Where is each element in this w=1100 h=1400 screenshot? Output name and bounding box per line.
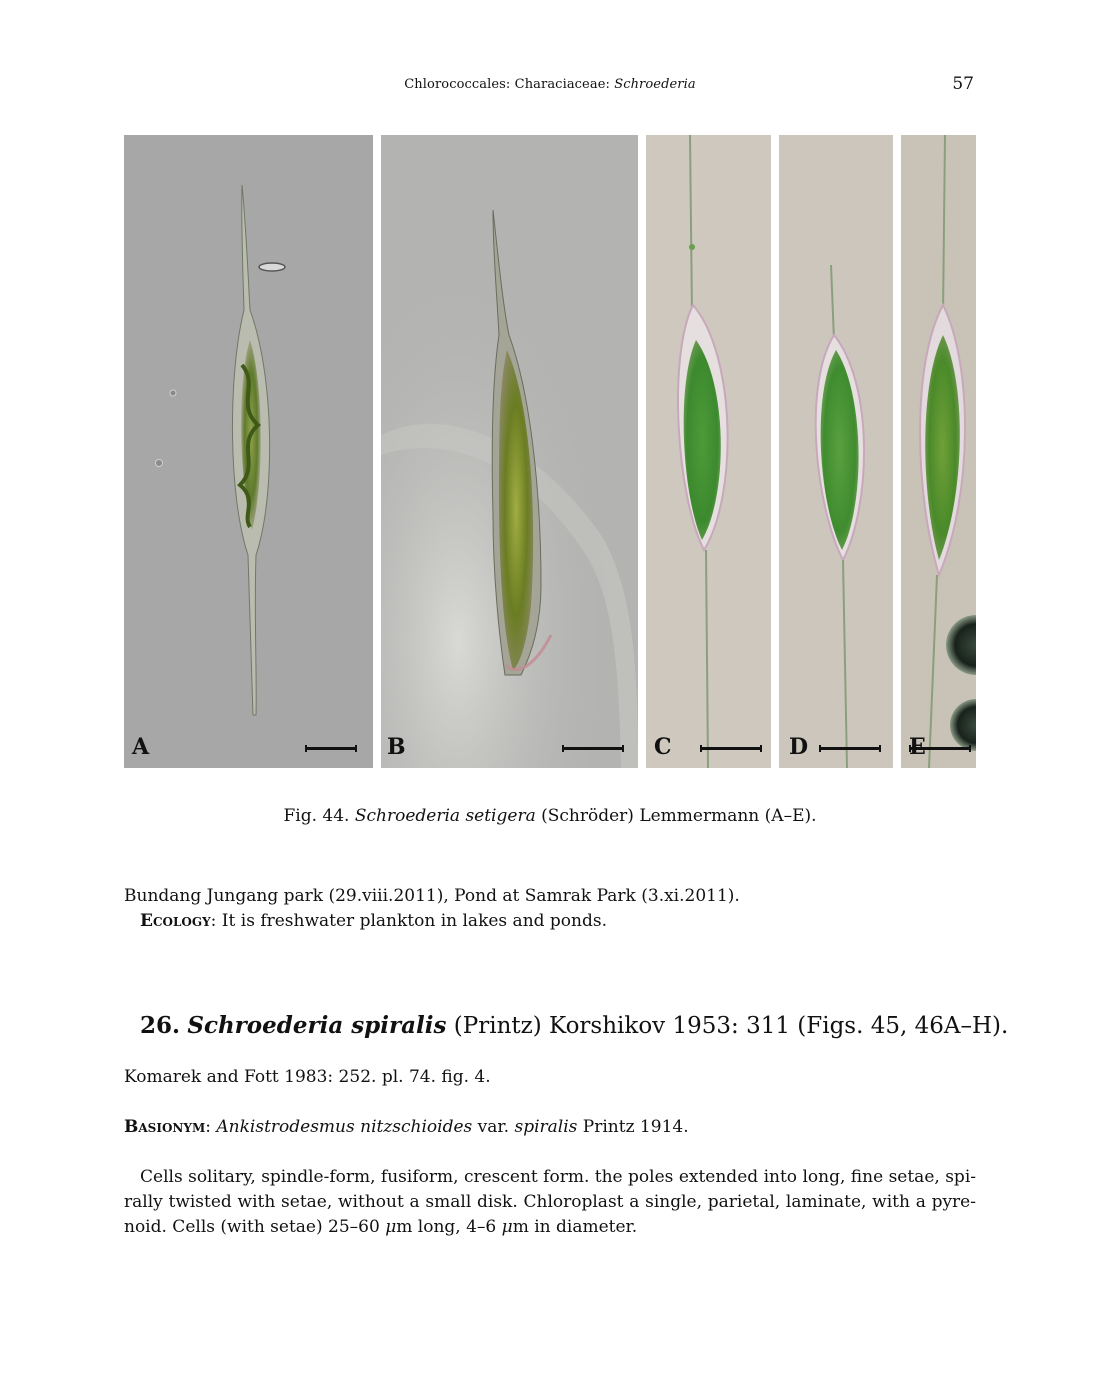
- panel-label-d: D: [789, 734, 809, 760]
- scale-bar-b: [562, 747, 624, 750]
- caption-suffix: (Schröder) Lemmermann (A–E).: [535, 806, 817, 826]
- caption-species: Schroederia setigera: [354, 806, 536, 826]
- basionym-var-name: spiralis: [514, 1117, 578, 1137]
- micrograph-d: [779, 135, 893, 768]
- species-name: Schroederia spiralis: [187, 1012, 447, 1039]
- basionym-paragraph: [124, 1117, 976, 1137]
- panel-label-c: C: [654, 734, 672, 760]
- species-authority: (Printz) Korshikov 1953: 311 (Figs. 45, 46A–H).: [446, 1013, 1009, 1039]
- description-line-3-c: m in diameter.: [512, 1217, 638, 1237]
- caption-prefix: Fig. 44.: [283, 806, 355, 826]
- description-line-3: [124, 1217, 976, 1237]
- figure-panel-d: [779, 135, 893, 768]
- figure-panel-c: [646, 135, 771, 768]
- basionym-author: Printz 1914.: [577, 1117, 689, 1137]
- running-head: [0, 77, 1100, 92]
- species-number: 26.: [140, 1012, 181, 1039]
- scale-bar-a: [305, 747, 357, 750]
- species-heading: [140, 1012, 1008, 1039]
- reference-text: Komarek and Fott 1983: 252. pl. 74. fig. 4.: [124, 1067, 491, 1087]
- localities-text: Bundang Jungang park (29.viii.2011), Pond at Samrak Park (3.xi.2011).: [124, 886, 740, 906]
- micrograph-b: [381, 135, 638, 768]
- ecology-text: : It is freshwater plankton in lakes and ponds.: [210, 911, 608, 931]
- figure-panel-a: [124, 135, 373, 768]
- scale-bar-c: [700, 747, 762, 750]
- description-line-2: rally twisted with setae, without a small disk. Chloroplast a single, parietal, laminate, with a pyre-: [124, 1192, 976, 1212]
- micrograph-a: [124, 135, 373, 768]
- micro-symbol: μ: [385, 1217, 397, 1237]
- figure-panel-b: [381, 135, 638, 768]
- basionym-var-word: var.: [472, 1117, 515, 1137]
- micrograph-e: [901, 135, 976, 768]
- panel-label-b: B: [387, 734, 406, 760]
- scale-bar-e: [909, 747, 971, 750]
- running-head-genus: Schroederia: [614, 77, 696, 92]
- description-line-3-a: noid. Cells (with setae) 25–60: [124, 1217, 386, 1237]
- description-line-1: Cells solitary, spindle-form, fusiform, crescent form. the poles extended into long, fine setae, spi-: [140, 1167, 976, 1187]
- scale-bar-d: [819, 747, 881, 750]
- figure-panel-e: [901, 135, 976, 768]
- basionym-name: Ankistrodesmus nitzschioides: [216, 1117, 473, 1137]
- page-number: 57: [952, 74, 974, 94]
- basionym-colon: :: [205, 1117, 217, 1137]
- micro-symbol: μ: [501, 1217, 513, 1237]
- description-line-3-b: m long, 4–6: [396, 1217, 502, 1237]
- micrograph-c: [646, 135, 771, 768]
- running-head-prefix: Chlorococcales: Characiaceae:: [404, 77, 615, 92]
- figure-caption: [0, 806, 1100, 826]
- panel-label-a: A: [132, 734, 150, 760]
- figure-plate: [124, 135, 976, 768]
- ecology-label: Ecology: [140, 911, 211, 931]
- basionym-label: Basionym: [124, 1117, 206, 1137]
- ecology-paragraph: [140, 911, 992, 931]
